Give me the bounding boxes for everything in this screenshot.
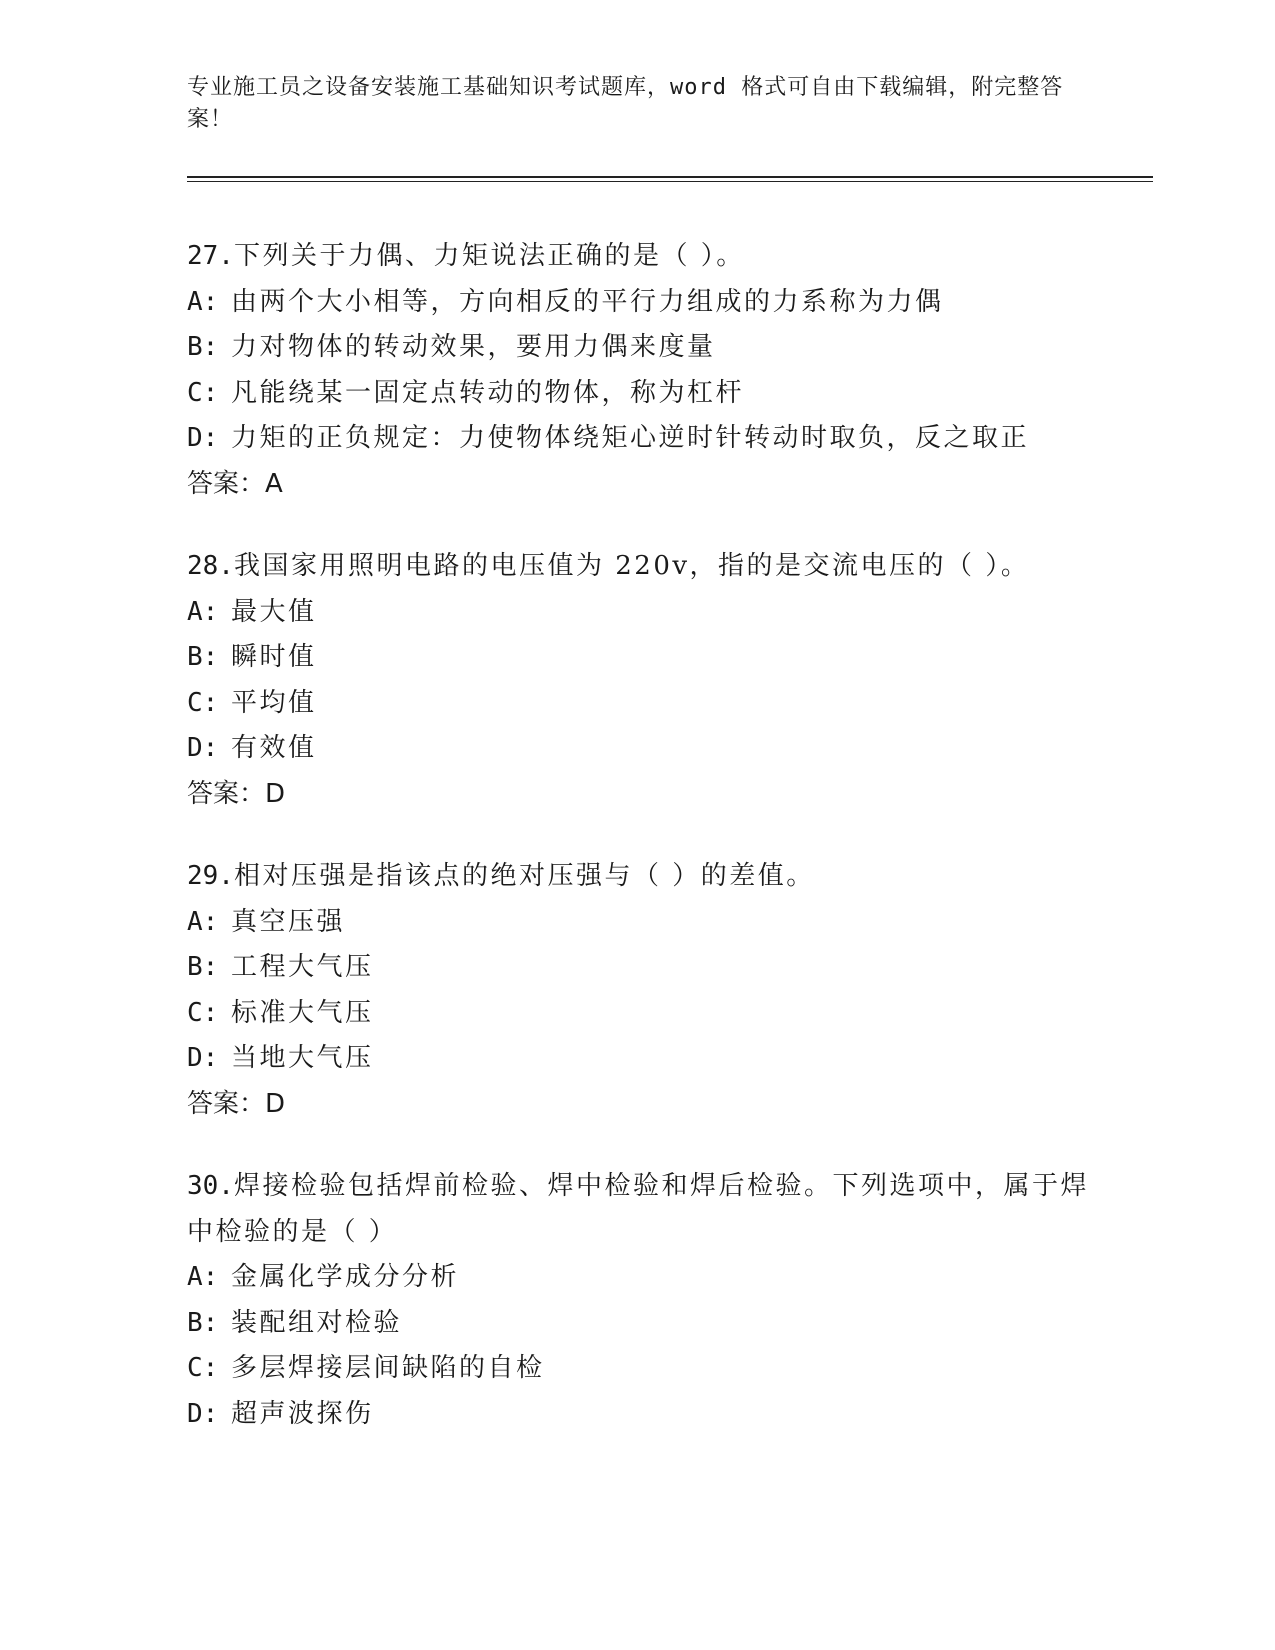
answer-line: 答案：D [187,778,286,809]
question-stem [187,1164,1117,1255]
option-c [187,991,1117,1037]
option-label: A: [187,906,219,937]
option-text: 有效值 [231,733,317,763]
question-27 [187,234,1117,507]
option-label: D: [187,1398,219,1429]
option-label: A: [187,596,219,627]
option-a [187,900,1117,946]
question-number: 27. [187,241,234,271]
option-text: 当地大气压 [231,1043,374,1073]
option-text: 力对物体的转动效果，要用力偶来度量 [231,332,716,362]
header-rule-thin [187,181,1153,182]
option-text: 瞬时值 [231,642,317,672]
option-label: D: [187,1043,219,1073]
question-stem [187,854,1117,900]
option-b [187,635,1117,681]
option-text: 多层焊接层间缺陷的自检 [231,1353,545,1383]
question-stem [187,234,1117,280]
option-label: C: [187,1353,219,1383]
option-label: B: [187,332,219,362]
option-label: D: [187,733,219,763]
option-label: D: [187,423,219,453]
option-label: B: [187,642,219,672]
option-a [187,1255,1117,1301]
question-number: 30. [187,1171,234,1201]
option-c [187,681,1117,727]
question-number: 29. [187,861,234,891]
option-text: 真空压强 [231,906,346,937]
option-d [187,1036,1117,1082]
option-label: C: [187,687,219,718]
option-text: 超声波探伤 [231,1398,374,1429]
option-d [187,416,1117,462]
option-text: 凡能绕某一固定点转动的物体，称为杠杆 [231,377,745,408]
question-30 [187,1164,1117,1437]
option-label: A: [187,286,219,317]
document-header: 专业施工员之设备安装施工基础知识考试题库，word 格式可自由下载编辑，附完整答案！ [187,75,1064,132]
question-text: 我国家用照明电路的电压值为 220v，指的是交流电压的（ ）。 [233,551,1030,581]
option-b [187,1301,1117,1347]
option-text: 最大值 [231,596,317,627]
option-text: 力矩的正负规定：力使物体绕矩心逆时针转动时取负，反之取正 [231,423,1030,453]
option-label: C: [187,377,219,408]
answer-line: 答案：D [187,1088,286,1119]
option-label: B: [187,1307,219,1338]
option-c [187,371,1117,417]
option-text: 装配组对检验 [231,1307,403,1338]
option-c [187,1346,1117,1392]
question-list [187,234,1117,1474]
option-text: 平均值 [231,687,317,718]
option-label: B: [187,952,219,982]
option-text: 由两个大小相等，方向相反的平行力组成的力系称为力偶 [231,286,944,317]
option-text: 标准大气压 [231,997,374,1028]
option-label: A: [187,1262,219,1292]
option-b [187,945,1117,991]
question-text: 焊接检验包括焊前检验、焊中检验和焊后检验。下列选项中，属于焊中检验的是（ ） [187,1171,1089,1247]
option-text: 金属化学成分分析 [231,1262,460,1292]
option-d [187,726,1117,772]
answer-line: 答案：A [187,468,283,499]
header-rule-thick [187,176,1153,178]
question-29 [187,854,1117,1127]
question-number: 28. [187,551,234,581]
option-a [187,280,1117,326]
option-label: C: [187,997,219,1028]
question-stem [187,544,1117,590]
option-d [187,1392,1117,1438]
question-text: 相对压强是指该点的绝对压强与（ ）的差值。 [233,861,815,891]
option-a [187,590,1117,636]
option-b [187,325,1117,371]
question-28 [187,544,1117,817]
question-text: 下列关于力偶、力矩说法正确的是（ ）。 [233,241,745,271]
option-text: 工程大气压 [231,952,374,982]
